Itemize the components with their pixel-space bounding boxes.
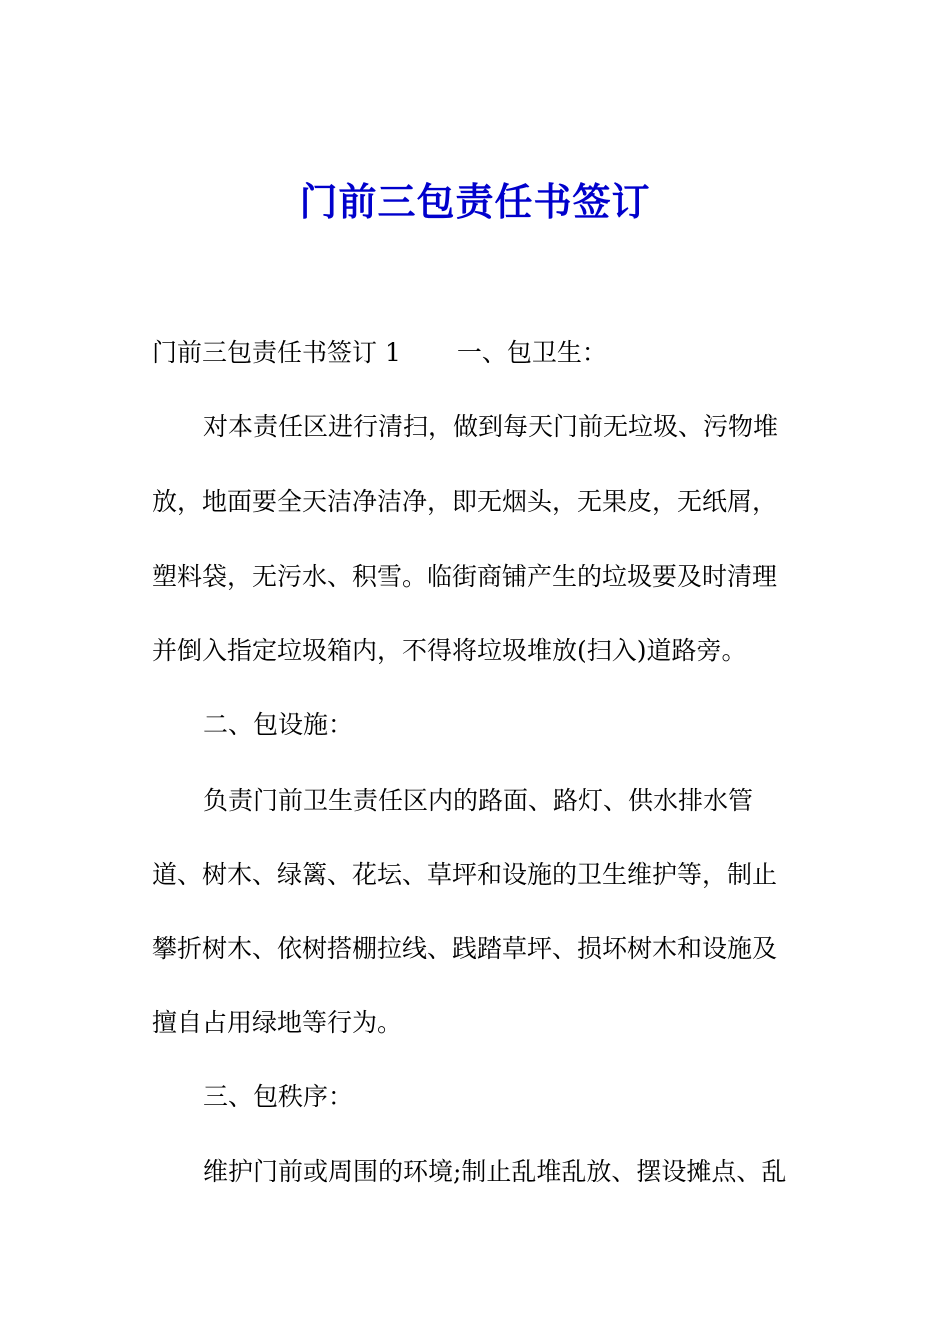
section-heading-facilities: 二、包设施： — [203, 710, 354, 739]
section-heading-hygiene: 一、包卫生： — [456, 338, 607, 367]
document-number: 门前三包责任书签订 1 — [152, 338, 401, 367]
section-heading-order: 三、包秩序： — [203, 1082, 354, 1111]
paragraph-line: 放，地面要全天洁净洁净，即无烟头，无果皮，无纸屑， — [152, 487, 778, 516]
paragraph-line: 负责门前卫生责任区内的路面、路灯、供水排水管 — [203, 786, 754, 815]
paragraph-line: 攀折树木、依树搭棚拉线、践踏草坪、损坏树木和设施及 — [152, 934, 778, 963]
paragraph-line: 擅自占用绿地等行为。 — [152, 1008, 403, 1037]
paragraph-line: 维护门前或周围的环境;制止乱堆乱放、摆设摊点、乱 — [203, 1157, 787, 1186]
document-title: 门前三包责任书签订 — [299, 179, 651, 224]
paragraph-line: 并倒入指定垃圾箱内，不得将垃圾堆放(扫入)道路旁。 — [152, 636, 747, 665]
paragraph-line: 道、树木、绿篱、花坛、草坪和设施的卫生维护等，制止 — [152, 860, 778, 889]
intro-line — [152, 336, 607, 370]
paragraph-line: 塑料袋，无污水、积雪。临街商铺产生的垃圾要及时清理 — [152, 562, 778, 591]
paragraph-line: 对本责任区进行清扫，做到每天门前无垃圾、污物堆 — [203, 412, 779, 441]
